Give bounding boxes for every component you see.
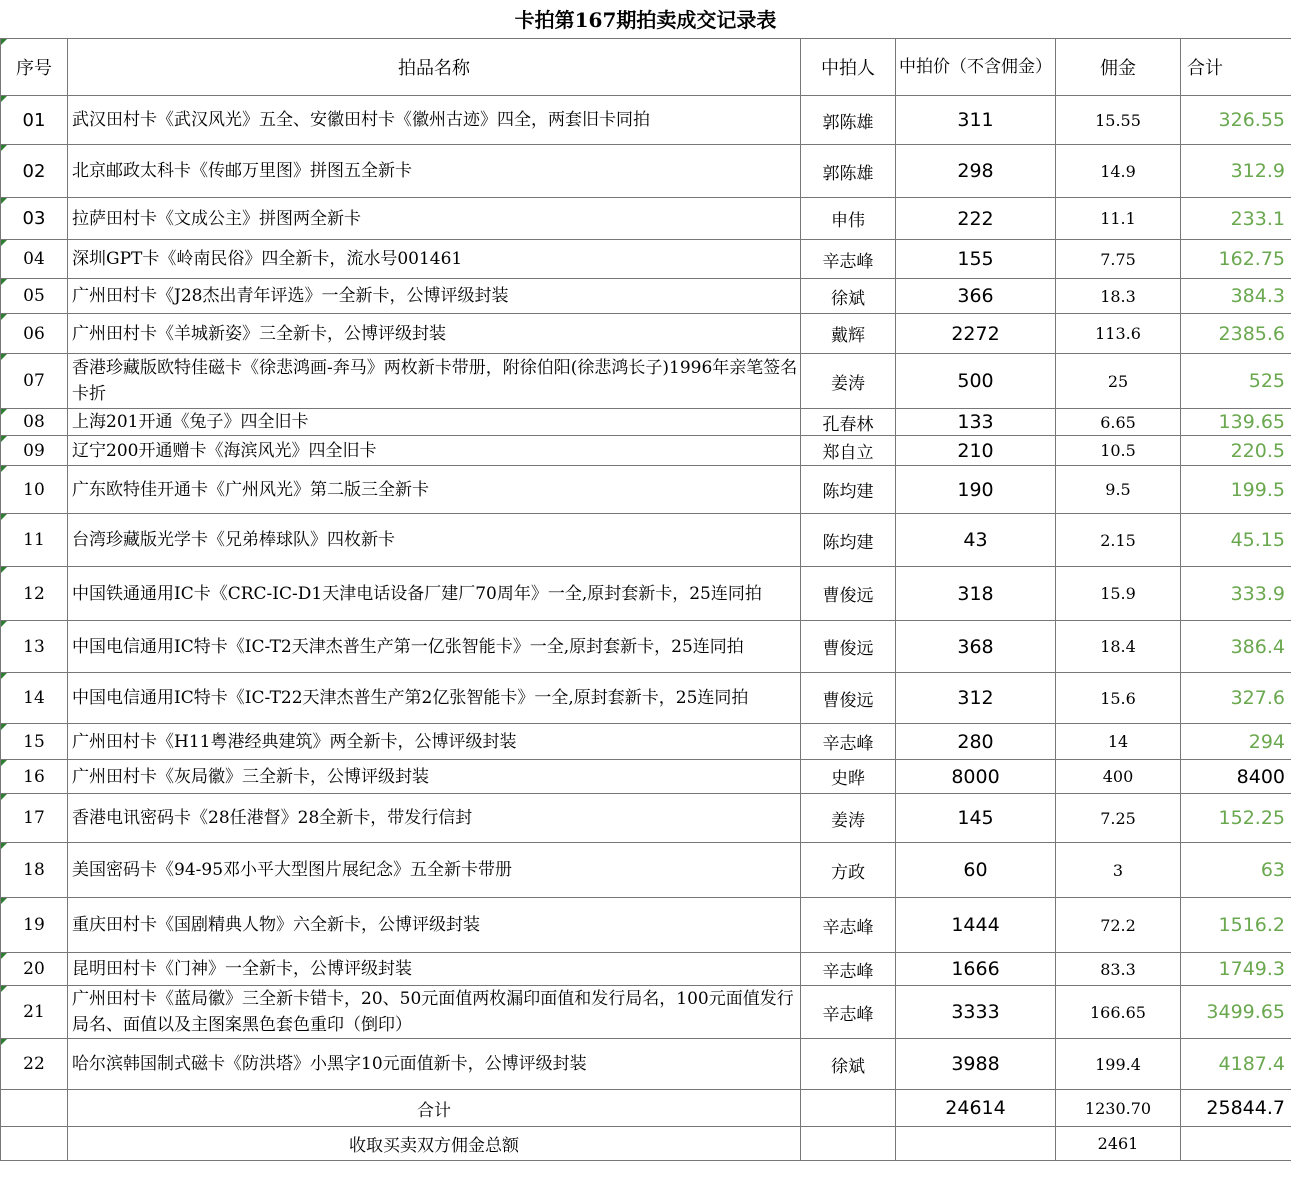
table-row bbox=[1, 953, 1291, 986]
row-item-name: 广州田村卡《H11粤港经典建筑》两全新卡，公博评级封装 bbox=[68, 724, 801, 760]
cell-marker-icon bbox=[1, 279, 7, 285]
row-item-name: 昆明田村卡《门神》一全新卡，公博评级封装 bbox=[68, 953, 801, 986]
row-item-name: 香港电讯密码卡《28任港督》28全新卡，带发行信封 bbox=[68, 794, 801, 843]
row-price: 318 bbox=[896, 567, 1056, 621]
row-seq: 11 bbox=[1, 514, 68, 567]
row-total: 233.1 bbox=[1181, 198, 1291, 240]
row-buyer: 辛志峰 bbox=[801, 240, 896, 279]
table-row bbox=[1, 198, 1291, 240]
row-price: 368 bbox=[896, 621, 1056, 673]
table-row bbox=[1, 314, 1291, 354]
row-seq: 13 bbox=[1, 621, 68, 673]
row-commission: 15.9 bbox=[1056, 567, 1181, 621]
row-commission: 6.65 bbox=[1056, 409, 1181, 436]
row-commission: 83.3 bbox=[1056, 953, 1181, 986]
row-price: 155 bbox=[896, 240, 1056, 279]
row-seq: 16 bbox=[1, 760, 68, 794]
cell-marker-icon bbox=[1, 1039, 7, 1045]
table-row bbox=[1, 409, 1291, 436]
row-item-name: 香港珍藏版欧特佳磁卡《徐悲鸿画-奔马》两枚新卡带册，附徐伯阳(徐悲鸿长子)1996年亲笔签名卡折 bbox=[68, 354, 801, 409]
row-total: 386.4 bbox=[1181, 621, 1291, 673]
row-total: 139.65 bbox=[1181, 409, 1291, 436]
row-total: 2385.6 bbox=[1181, 314, 1291, 354]
table-row bbox=[1, 760, 1291, 794]
cell-marker-icon bbox=[1, 96, 7, 102]
row-price: 3333 bbox=[896, 986, 1056, 1039]
header-total: 合计 bbox=[1181, 39, 1291, 96]
row-item-name: 中国电信通用IC特卡《IC-T22天津杰普生产第2亿张智能卡》一全,原封套新卡，25连同拍 bbox=[68, 673, 801, 724]
row-price: 2272 bbox=[896, 314, 1056, 354]
row-commission: 3 bbox=[1056, 843, 1181, 898]
table-row bbox=[1, 724, 1291, 760]
row-price: 60 bbox=[896, 843, 1056, 898]
row-buyer: 曹俊远 bbox=[801, 567, 896, 621]
row-seq: 05 bbox=[1, 279, 68, 314]
row-item-name: 上海201开通《兔子》四全旧卡 bbox=[68, 409, 801, 436]
cell-marker-icon bbox=[1, 898, 7, 904]
table-row bbox=[1, 436, 1291, 466]
table-row bbox=[1, 354, 1291, 409]
row-price: 1666 bbox=[896, 953, 1056, 986]
cell-marker-icon bbox=[1, 354, 7, 360]
summary-label: 合计 bbox=[68, 1090, 801, 1127]
row-total: 1516.2 bbox=[1181, 898, 1291, 953]
row-item-name: 拉萨田村卡《文成公主》拼图两全新卡 bbox=[68, 198, 801, 240]
row-commission: 14 bbox=[1056, 724, 1181, 760]
cell-marker-icon bbox=[1, 240, 7, 246]
row-price: 500 bbox=[896, 354, 1056, 409]
row-seq: 01 bbox=[1, 96, 68, 145]
cell-marker-icon bbox=[1, 567, 7, 573]
row-item-name: 辽宁200开通赠卡《海滨风光》四全旧卡 bbox=[68, 436, 801, 466]
row-price: 298 bbox=[896, 145, 1056, 198]
row-total: 312.9 bbox=[1181, 145, 1291, 198]
table-row bbox=[1, 567, 1291, 621]
table-row bbox=[1, 96, 1291, 145]
row-buyer: 姜涛 bbox=[801, 354, 896, 409]
cell-marker-icon bbox=[1, 409, 7, 415]
row-price: 133 bbox=[896, 409, 1056, 436]
cell-marker-icon bbox=[1, 145, 7, 151]
table-row bbox=[1, 466, 1291, 514]
row-seq: 19 bbox=[1, 898, 68, 953]
commission-empty-total bbox=[1181, 1127, 1291, 1161]
row-seq: 10 bbox=[1, 466, 68, 514]
row-price: 222 bbox=[896, 198, 1056, 240]
header-seq: 序号 bbox=[1, 39, 68, 96]
row-price: 8000 bbox=[896, 760, 1056, 794]
row-price: 3988 bbox=[896, 1039, 1056, 1090]
cell-marker-icon bbox=[1, 198, 7, 204]
cell-marker-icon bbox=[1, 953, 7, 959]
row-item-name: 重庆田村卡《国剧精典人物》六全新卡，公博评级封装 bbox=[68, 898, 801, 953]
summary-commission: 1230.70 bbox=[1056, 1090, 1181, 1127]
row-commission: 11.1 bbox=[1056, 198, 1181, 240]
row-commission: 72.2 bbox=[1056, 898, 1181, 953]
row-total: 525 bbox=[1181, 354, 1291, 409]
row-item-name: 深圳GPT卡《岭南民俗》四全新卡，流水号001461 bbox=[68, 240, 801, 279]
table-row bbox=[1, 673, 1291, 724]
row-item-name: 台湾珍藏版光学卡《兄弟棒球队》四枚新卡 bbox=[68, 514, 801, 567]
table-row bbox=[1, 240, 1291, 279]
row-price: 1444 bbox=[896, 898, 1056, 953]
commission-empty-buyer bbox=[801, 1127, 896, 1161]
cell-marker-icon bbox=[1, 466, 7, 472]
row-price: 366 bbox=[896, 279, 1056, 314]
row-buyer: 陈均建 bbox=[801, 514, 896, 567]
row-buyer: 辛志峰 bbox=[801, 953, 896, 986]
row-commission: 166.65 bbox=[1056, 986, 1181, 1039]
row-seq: 07 bbox=[1, 354, 68, 409]
row-total: 3499.65 bbox=[1181, 986, 1291, 1039]
row-total: 152.25 bbox=[1181, 794, 1291, 843]
table-row bbox=[1, 986, 1291, 1039]
row-item-name: 广州田村卡《灰局徽》三全新卡，公博评级封装 bbox=[68, 760, 801, 794]
row-buyer: 孔春林 bbox=[801, 409, 896, 436]
row-item-name: 广州田村卡《蓝局徽》三全新卡错卡，20、50元面值两枚漏印面值和发行局名，100元面值发行局名、面值以及主图案黑色套色重印（倒印） bbox=[68, 986, 801, 1039]
table-row bbox=[1, 898, 1291, 953]
table-body bbox=[1, 96, 1291, 1090]
table-row bbox=[1, 621, 1291, 673]
header-commission: 佣金 bbox=[1056, 39, 1181, 96]
cell-marker-icon bbox=[1, 514, 7, 520]
row-buyer: 曹俊远 bbox=[801, 621, 896, 673]
row-commission: 113.6 bbox=[1056, 314, 1181, 354]
row-commission: 18.4 bbox=[1056, 621, 1181, 673]
commission-empty-price bbox=[896, 1127, 1056, 1161]
row-seq: 06 bbox=[1, 314, 68, 354]
commission-total-label: 收取买卖双方佣金总额 bbox=[68, 1127, 801, 1161]
header-name: 拍品名称 bbox=[68, 39, 801, 96]
table-row bbox=[1, 279, 1291, 314]
row-seq: 09 bbox=[1, 436, 68, 466]
row-item-name: 北京邮政太科卡《传邮万里图》拼图五全新卡 bbox=[68, 145, 801, 198]
row-buyer: 郭陈雄 bbox=[801, 145, 896, 198]
row-buyer: 姜涛 bbox=[801, 794, 896, 843]
sheet-title: 卡拍第167期拍卖成交记录表 bbox=[514, 8, 777, 32]
row-item-name: 中国铁通通用IC卡《CRC-IC-D1天津电话设备厂建厂70周年》一全,原封套新卡，25连同拍 bbox=[68, 567, 801, 621]
row-total: 199.5 bbox=[1181, 466, 1291, 514]
row-total: 327.6 bbox=[1181, 673, 1291, 724]
row-commission: 7.75 bbox=[1056, 240, 1181, 279]
table-row bbox=[1, 794, 1291, 843]
header-buyer: 中拍人 bbox=[801, 39, 896, 96]
row-total: 8400 bbox=[1181, 760, 1291, 794]
row-item-name: 广州田村卡《J28杰出青年评选》一全新卡，公博评级封装 bbox=[68, 279, 801, 314]
row-total: 333.9 bbox=[1181, 567, 1291, 621]
row-buyer: 郭陈雄 bbox=[801, 96, 896, 145]
header-price: 中拍价（不含佣金） bbox=[896, 39, 1056, 96]
cell-marker-icon bbox=[1, 39, 7, 45]
row-item-name: 中国电信通用IC特卡《IC-T2天津杰普生产第一亿张智能卡》一全,原封套新卡，25连同拍 bbox=[68, 621, 801, 673]
summary-price: 24614 bbox=[896, 1090, 1056, 1127]
row-price: 145 bbox=[896, 794, 1056, 843]
row-total: 384.3 bbox=[1181, 279, 1291, 314]
row-commission: 2.15 bbox=[1056, 514, 1181, 567]
row-commission: 9.5 bbox=[1056, 466, 1181, 514]
row-price: 190 bbox=[896, 466, 1056, 514]
row-item-name: 广东欧特佳开通卡《广州风光》第二版三全新卡 bbox=[68, 466, 801, 514]
row-item-name: 哈尔滨韩国制式磁卡《防洪塔》小黑字10元面值新卡，公博评级封装 bbox=[68, 1039, 801, 1090]
row-seq: 02 bbox=[1, 145, 68, 198]
row-buyer: 郑自立 bbox=[801, 436, 896, 466]
row-buyer: 辛志峰 bbox=[801, 898, 896, 953]
cell-marker-icon bbox=[1, 621, 7, 627]
row-total: 220.5 bbox=[1181, 436, 1291, 466]
summary-total: 25844.7 bbox=[1181, 1090, 1291, 1127]
row-price: 280 bbox=[896, 724, 1056, 760]
row-total: 162.75 bbox=[1181, 240, 1291, 279]
header-row bbox=[1, 39, 1291, 96]
commission-empty-cell bbox=[1, 1127, 68, 1161]
cell-marker-icon bbox=[1, 760, 7, 766]
row-commission: 15.55 bbox=[1056, 96, 1181, 145]
row-commission: 15.6 bbox=[1056, 673, 1181, 724]
row-buyer: 陈均建 bbox=[801, 466, 896, 514]
row-commission: 7.25 bbox=[1056, 794, 1181, 843]
row-seq: 17 bbox=[1, 794, 68, 843]
row-commission: 18.3 bbox=[1056, 279, 1181, 314]
summary-row bbox=[1, 1090, 1291, 1127]
row-seq: 03 bbox=[1, 198, 68, 240]
row-seq: 20 bbox=[1, 953, 68, 986]
row-commission: 14.9 bbox=[1056, 145, 1181, 198]
cell-marker-icon bbox=[1, 673, 7, 679]
row-total: 294 bbox=[1181, 724, 1291, 760]
row-buyer: 史晔 bbox=[801, 760, 896, 794]
row-item-name: 武汉田村卡《武汉风光》五全、安徽田村卡《徽州古迹》四全，两套旧卡同拍 bbox=[68, 96, 801, 145]
cell-marker-icon bbox=[1, 436, 7, 442]
row-price: 43 bbox=[896, 514, 1056, 567]
row-buyer: 徐斌 bbox=[801, 279, 896, 314]
row-commission: 10.5 bbox=[1056, 436, 1181, 466]
table-row bbox=[1, 145, 1291, 198]
row-buyer: 徐斌 bbox=[801, 1039, 896, 1090]
row-total: 4187.4 bbox=[1181, 1039, 1291, 1090]
row-total: 1749.3 bbox=[1181, 953, 1291, 986]
row-seq: 18 bbox=[1, 843, 68, 898]
row-commission: 199.4 bbox=[1056, 1039, 1181, 1090]
commission-total-row bbox=[1, 1127, 1291, 1161]
row-commission: 400 bbox=[1056, 760, 1181, 794]
row-seq: 15 bbox=[1, 724, 68, 760]
row-seq: 08 bbox=[1, 409, 68, 436]
row-buyer: 申伟 bbox=[801, 198, 896, 240]
row-item-name: 美国密码卡《94-95邓小平大型图片展纪念》五全新卡带册 bbox=[68, 843, 801, 898]
row-buyer: 辛志峰 bbox=[801, 986, 896, 1039]
row-price: 210 bbox=[896, 436, 1056, 466]
cell-marker-icon bbox=[1, 314, 7, 320]
row-seq: 04 bbox=[1, 240, 68, 279]
row-buyer: 曹俊远 bbox=[801, 673, 896, 724]
cell-marker-icon bbox=[1, 724, 7, 730]
table-row bbox=[1, 843, 1291, 898]
row-total: 63 bbox=[1181, 843, 1291, 898]
row-price: 312 bbox=[896, 673, 1056, 724]
row-seq: 14 bbox=[1, 673, 68, 724]
summary-empty-cell bbox=[1, 1090, 68, 1127]
row-buyer: 辛志峰 bbox=[801, 724, 896, 760]
row-total: 326.55 bbox=[1181, 96, 1291, 145]
row-buyer: 戴辉 bbox=[801, 314, 896, 354]
commission-total-value: 2461 bbox=[1056, 1127, 1181, 1161]
cell-marker-icon bbox=[1, 794, 7, 800]
table-row bbox=[1, 514, 1291, 567]
row-price: 311 bbox=[896, 96, 1056, 145]
row-commission: 25 bbox=[1056, 354, 1181, 409]
cell-marker-icon bbox=[1, 986, 7, 992]
row-buyer: 方政 bbox=[801, 843, 896, 898]
table-row bbox=[1, 1039, 1291, 1090]
cell-marker-icon bbox=[1, 843, 7, 849]
row-total: 45.15 bbox=[1181, 514, 1291, 567]
row-item-name: 广州田村卡《羊城新姿》三全新卡，公博评级封装 bbox=[68, 314, 801, 354]
row-seq: 12 bbox=[1, 567, 68, 621]
auction-table bbox=[0, 38, 1291, 1161]
summary-empty-buyer bbox=[801, 1090, 896, 1127]
row-seq: 22 bbox=[1, 1039, 68, 1090]
row-seq: 21 bbox=[1, 986, 68, 1039]
